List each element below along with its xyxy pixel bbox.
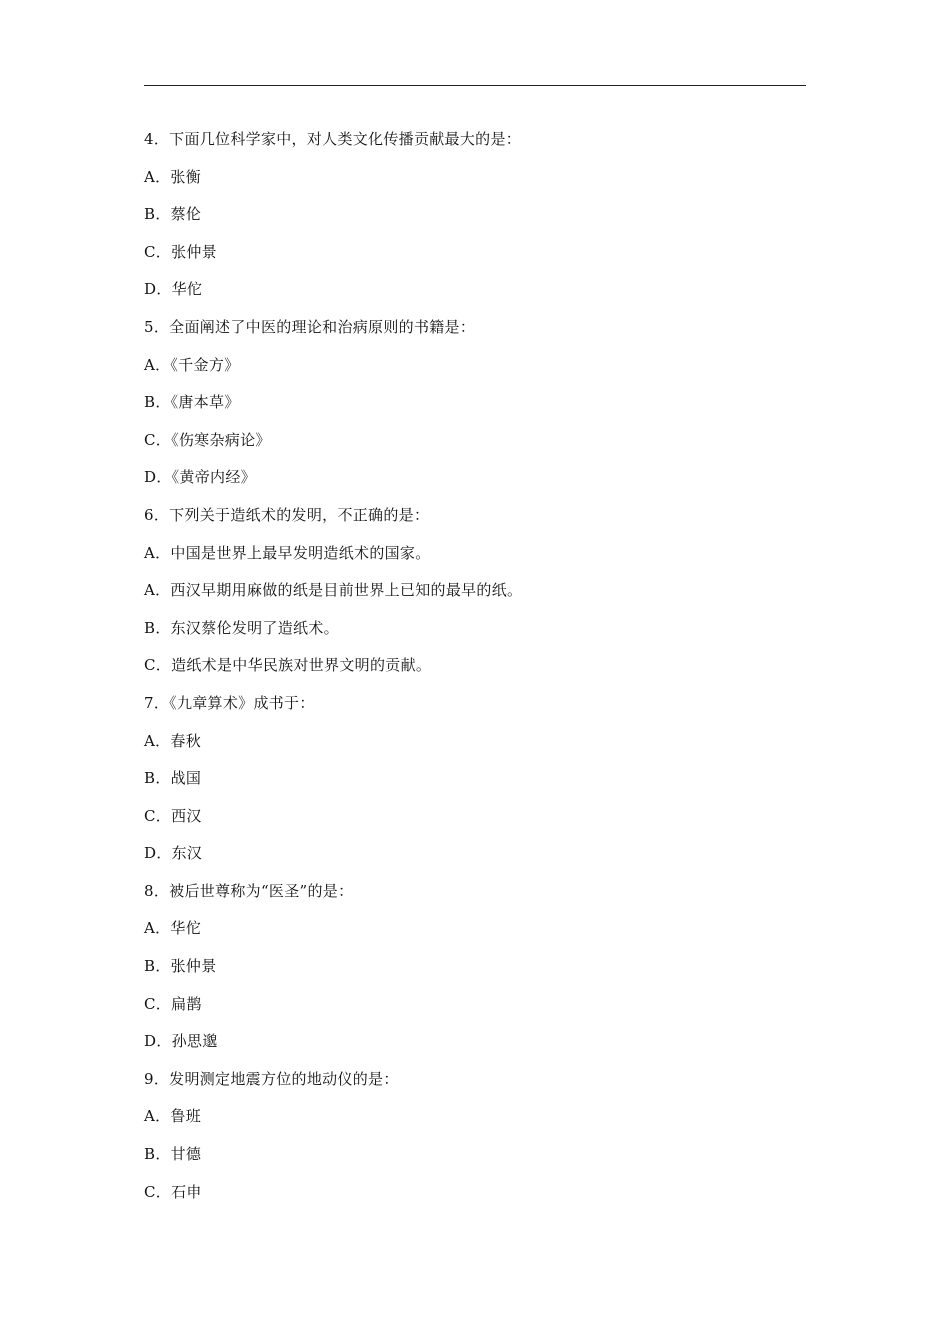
option-b: B．战国 [144, 769, 202, 788]
header-rule [144, 85, 806, 86]
question-stem: 7．《九章算术》成书于： [144, 693, 315, 712]
option-c: C．《伤寒杂病论》 [144, 430, 271, 449]
option-a: A．张衡 [144, 167, 202, 186]
option-c: C．张仲景 [144, 242, 217, 261]
question-stem: 6．下列关于造纸术的发明，不正确的是： [144, 505, 430, 524]
question-8 [144, 873, 806, 1061]
question-9 [144, 1061, 806, 1211]
option-c: C．扁鹊 [144, 994, 202, 1013]
option-d: D．《黄帝内经》 [144, 468, 256, 487]
option-a-duplicate: A．西汉早期用麻做的纸是目前世界上已知的最早的纸。 [144, 581, 523, 600]
question-stem: 5．全面阐述了中医的理论和治病原则的书籍是： [144, 317, 476, 336]
option-a: A．华佗 [144, 919, 202, 938]
question-stem: 9．发明测定地震方位的地动仪的是： [144, 1069, 399, 1088]
document-body [144, 121, 806, 1211]
option-c: C．造纸术是中华民族对世界文明的贡献。 [144, 656, 432, 675]
option-b: B．甘德 [144, 1145, 202, 1164]
option-d: D．华佗 [144, 280, 203, 299]
option-a: A．春秋 [144, 731, 202, 750]
option-b: B．东汉蔡伦发明了造纸术。 [144, 618, 339, 637]
question-5 [144, 309, 806, 497]
option-b: B．《唐本草》 [144, 393, 240, 412]
option-c: C．西汉 [144, 806, 202, 825]
option-b: B．蔡伦 [144, 205, 202, 224]
question-stem: 8．被后世尊称为“医圣”的是： [144, 881, 354, 900]
option-a: A．中国是世界上最早发明造纸术的国家。 [144, 543, 431, 562]
option-d: D．孙思邈 [144, 1032, 218, 1051]
question-6 [144, 497, 806, 685]
option-a: A．鲁班 [144, 1107, 202, 1126]
option-c: C．石申 [144, 1182, 202, 1201]
question-stem: 4．下面几位科学家中，对人类文化传播贡献最大的是： [144, 130, 522, 148]
question-4 [144, 121, 806, 309]
question-7 [144, 685, 806, 873]
option-a: A．《千金方》 [144, 355, 240, 374]
option-b: B．张仲景 [144, 957, 217, 976]
option-d: D．东汉 [144, 844, 203, 863]
